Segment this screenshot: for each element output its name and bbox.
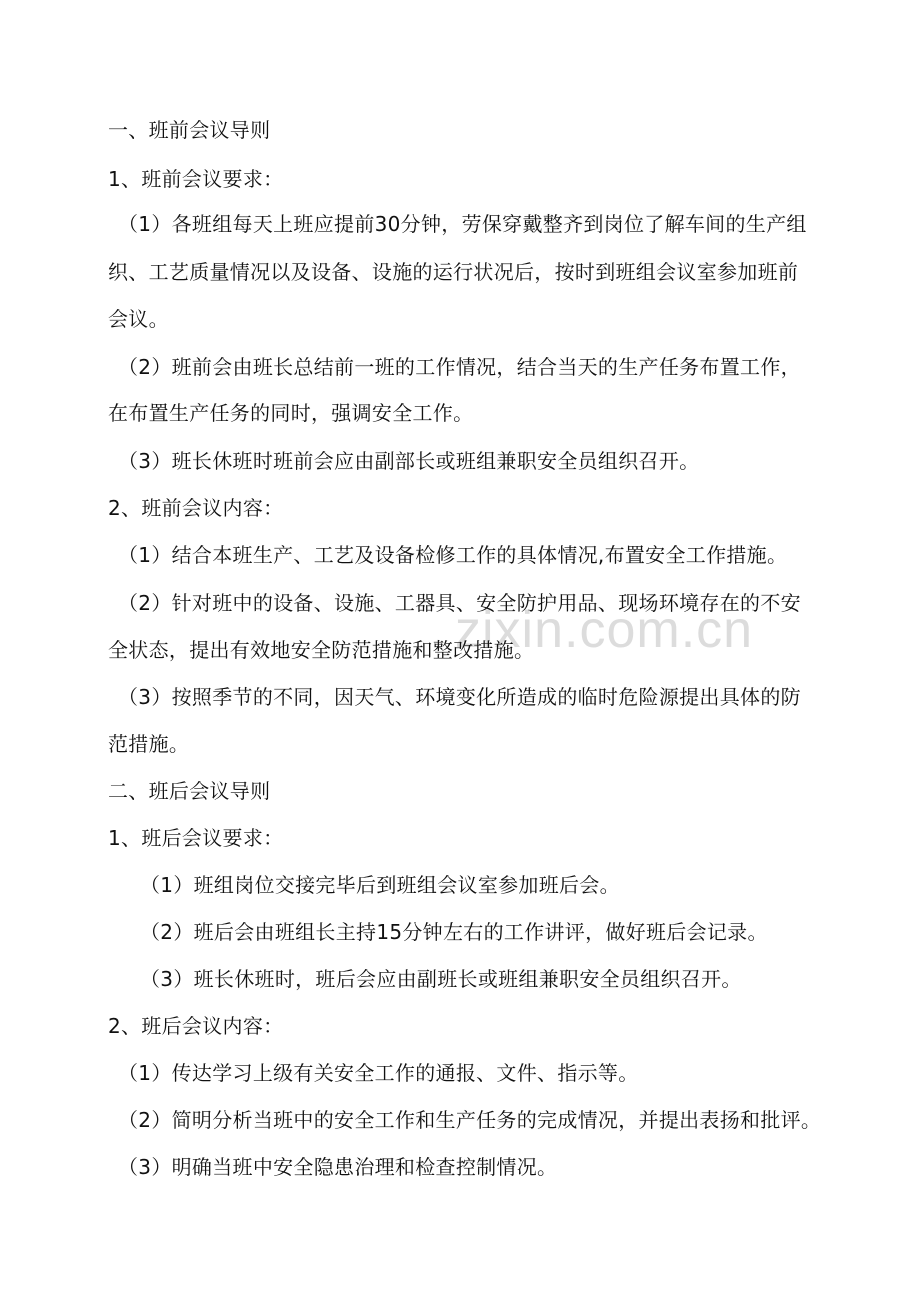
paragraph-line: （3）班长休班时班前会应由副部长或班组兼职安全员组织召开。 <box>118 449 700 473</box>
paragraph-line: （3）明确当班中安全隐患治理和检查控制情况。 <box>118 1155 558 1179</box>
paragraph-line: （3）班长休班时，班后会应由副班长或班组兼职安全员组织召开。 <box>140 967 742 991</box>
paragraph-line: （1）结合本班生产、工艺及设备检修工作的具体情况,布置安全工作措施。 <box>118 543 788 567</box>
subsection-heading: 1、班前会议要求： <box>108 167 284 191</box>
paragraph-line: （2）班后会由班组长主持15分钟左右的工作讲评，做好班后会记录。 <box>140 920 768 944</box>
paragraph-line: 在布置生产任务的同时，强调安全工作。 <box>108 401 474 425</box>
paragraph-line: （2）班前会由班长总结前一班的工作情况，结合当天的生产任务布置工作， <box>118 355 801 379</box>
paragraph-line: 范措施。 <box>108 732 190 756</box>
paragraph-line: （2）简明分析当班中的安全工作和生产任务的完成情况，并提出表扬和批评。 <box>118 1108 822 1132</box>
subsection-heading: 1、班后会议要求： <box>108 826 284 850</box>
paragraph-line: （2）针对班中的设备、设施、工器具、安全防护用品、现场环境存在的不安 <box>118 591 801 615</box>
paragraph-line: （1）班组岗位交接完毕后到班组会议室参加班后会。 <box>140 873 620 897</box>
section-heading-pre-shift: 一、班前会议导则 <box>108 118 271 142</box>
paragraph-line: （3）按照季节的不同，因天气、环境变化所造成的临时危险源提出具体的防 <box>118 685 801 709</box>
subsection-heading: 2、班前会议内容： <box>108 496 284 520</box>
paragraph-line: 全状态，提出有效地安全防范措施和整改措施。 <box>108 638 535 662</box>
subsection-heading: 2、班后会议内容： <box>108 1014 284 1038</box>
paragraph-line: （1）各班组每天上班应提前30分钟，劳保穿戴整齐到岗位了解车间的生产组 <box>118 212 807 236</box>
watermark: zixin.com.cn <box>455 601 754 659</box>
paragraph-line: （1）传达学习上级有关安全工作的通报、文件、指示等。 <box>118 1061 639 1085</box>
paragraph-line: 会议。 <box>108 307 169 331</box>
section-heading-post-shift: 二、班后会议导则 <box>108 779 271 803</box>
paragraph-line: 织、工艺质量情况以及设备、设施的运行状况后，按时到班组会议室参加班前 <box>108 260 799 284</box>
